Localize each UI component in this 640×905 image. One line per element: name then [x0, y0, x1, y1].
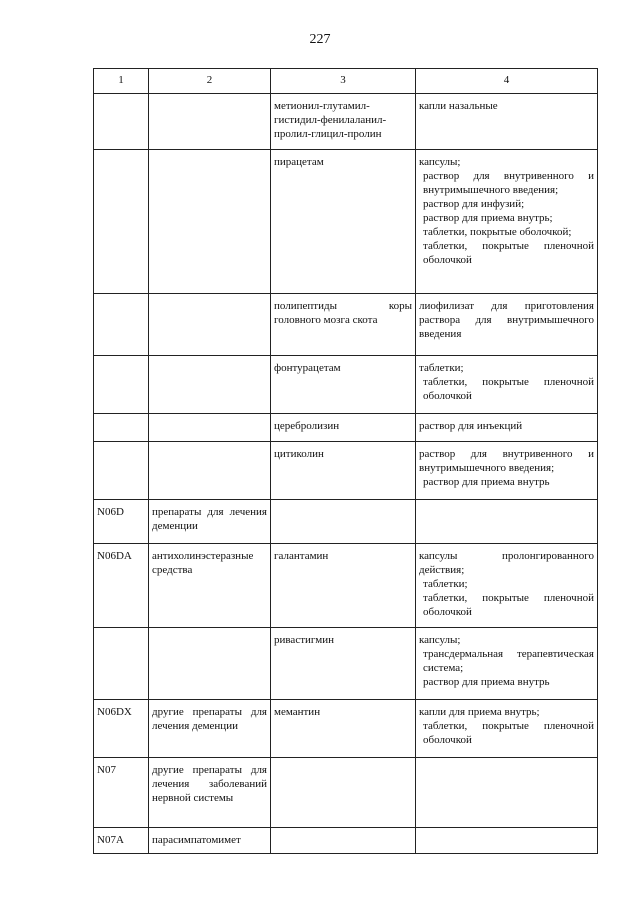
drug-table: [93, 68, 598, 854]
dosage-form-item: таблетки, покрытые пленочной оболочкой: [423, 376, 594, 402]
drug-name-cell: [271, 758, 416, 828]
dosage-form-item: капли для приема внутрь;: [419, 706, 540, 718]
header-col-2: 2: [149, 69, 271, 94]
drug-name-cell: фонтурацетам: [271, 356, 416, 414]
table-row: [94, 94, 598, 150]
dosage-form-item: таблетки, покрытые пленочной оболочкой: [423, 240, 594, 266]
table-row: [94, 150, 598, 294]
atc-code-cell: N06D: [94, 500, 149, 544]
atc-code-cell: [94, 442, 149, 500]
table-row: [94, 356, 598, 414]
table-row: [94, 442, 598, 500]
table-row: [94, 500, 598, 544]
dosage-form-item: раствор для внутривенного и внутримышечного введения;: [423, 170, 594, 196]
atc-code-cell: N06DA: [94, 544, 149, 628]
dosage-form-item: таблетки, покрытые пленочной оболочкой: [423, 592, 594, 618]
header-col-3: 3: [271, 69, 416, 94]
drug-name-cell: пирацетам: [271, 150, 416, 294]
dosage-forms-cell: [416, 442, 598, 500]
header-col-1: 1: [94, 69, 149, 94]
dosage-form-item: капли назальные: [419, 100, 498, 112]
dosage-form-item: таблетки;: [423, 578, 468, 590]
dosage-forms-cell: [416, 294, 598, 356]
dosage-forms-cell: [416, 758, 598, 828]
atc-code-cell: [94, 414, 149, 442]
anatomical-group-cell: [149, 150, 271, 294]
anatomical-group-cell: препараты для лечения деменции: [149, 500, 271, 544]
drug-name-cell: [271, 500, 416, 544]
dosage-form-item: лиофилизат для приготовления раствора для внутримышечного введения: [419, 300, 594, 340]
anatomical-group-cell: другие препараты для лечения заболеваний нервной системы: [149, 758, 271, 828]
anatomical-group-cell: [149, 628, 271, 700]
dosage-forms-cell: [416, 414, 598, 442]
anatomical-group-cell: [149, 294, 271, 356]
header-col-4: 4: [416, 69, 598, 94]
atc-code-cell: [94, 150, 149, 294]
table-row: [94, 414, 598, 442]
dosage-forms-cell: [416, 628, 598, 700]
anatomical-group-cell: другие препараты для лечения деменции: [149, 700, 271, 758]
dosage-forms-cell: [416, 500, 598, 544]
anatomical-group-cell: [149, 414, 271, 442]
atc-code-cell: N07: [94, 758, 149, 828]
dosage-form-item: капсулы пролонгированного действия;: [419, 550, 594, 576]
dosage-form-item: раствор для внутривенного и внутримышечного введения;: [419, 448, 594, 474]
anatomical-group-cell: [149, 356, 271, 414]
dosage-forms-cell: [416, 544, 598, 628]
dosage-form-item: раствор для инъекций: [419, 420, 523, 432]
dosage-form-item: раствор для приема внутрь: [423, 676, 550, 688]
table-row: [94, 758, 598, 828]
dosage-form-item: раствор для инфузий;: [423, 198, 525, 210]
anatomical-group-cell: парасимпатомимет: [149, 828, 271, 854]
atc-code-cell: N06DX: [94, 700, 149, 758]
drug-name-cell: ривастигмин: [271, 628, 416, 700]
drug-name-cell: полипептиды коры головного мозга скота: [271, 294, 416, 356]
dosage-form-item: капсулы;: [419, 156, 461, 168]
dosage-form-item: таблетки;: [419, 362, 464, 374]
anatomical-group-cell: [149, 442, 271, 500]
table-row: [94, 544, 598, 628]
drug-name-cell: церебролизин: [271, 414, 416, 442]
drug-name-cell: мемантин: [271, 700, 416, 758]
dosage-form-item: таблетки, покрытые пленочной оболочкой: [423, 720, 594, 746]
dosage-form-item: трансдермальная терапевтическая система;: [423, 648, 594, 674]
dosage-forms-cell: [416, 700, 598, 758]
atc-code-cell: [94, 294, 149, 356]
table-row: [94, 628, 598, 700]
table-row: [94, 700, 598, 758]
dosage-forms-cell: [416, 94, 598, 150]
table-row: [94, 294, 598, 356]
drug-name-cell: цитиколин: [271, 442, 416, 500]
page-number: 227: [309, 32, 331, 47]
header-row: [94, 69, 598, 94]
dosage-form-item: раствор для приема внутрь: [423, 476, 550, 488]
atc-code-cell: N07A: [94, 828, 149, 854]
drug-name-cell: метионил-глутамил-гистидил-фенилаланил-пролил-глицил-пролин: [271, 94, 416, 150]
dosage-form-item: раствор для приема внутрь;: [423, 212, 553, 224]
anatomical-group-cell: антихолинэстеразные средства: [149, 544, 271, 628]
table-row: [94, 828, 598, 854]
drug-name-cell: галантамин: [271, 544, 416, 628]
anatomical-group-cell: [149, 94, 271, 150]
dosage-form-item: капсулы;: [419, 634, 461, 646]
drug-name-cell: [271, 828, 416, 854]
table-body: [94, 94, 598, 854]
atc-code-cell: [94, 356, 149, 414]
dosage-forms-cell: [416, 828, 598, 854]
atc-code-cell: [94, 94, 149, 150]
dosage-form-item: таблетки, покрытые оболочкой;: [423, 226, 572, 238]
dosage-forms-cell: [416, 356, 598, 414]
dosage-forms-cell: [416, 150, 598, 294]
atc-code-cell: [94, 628, 149, 700]
